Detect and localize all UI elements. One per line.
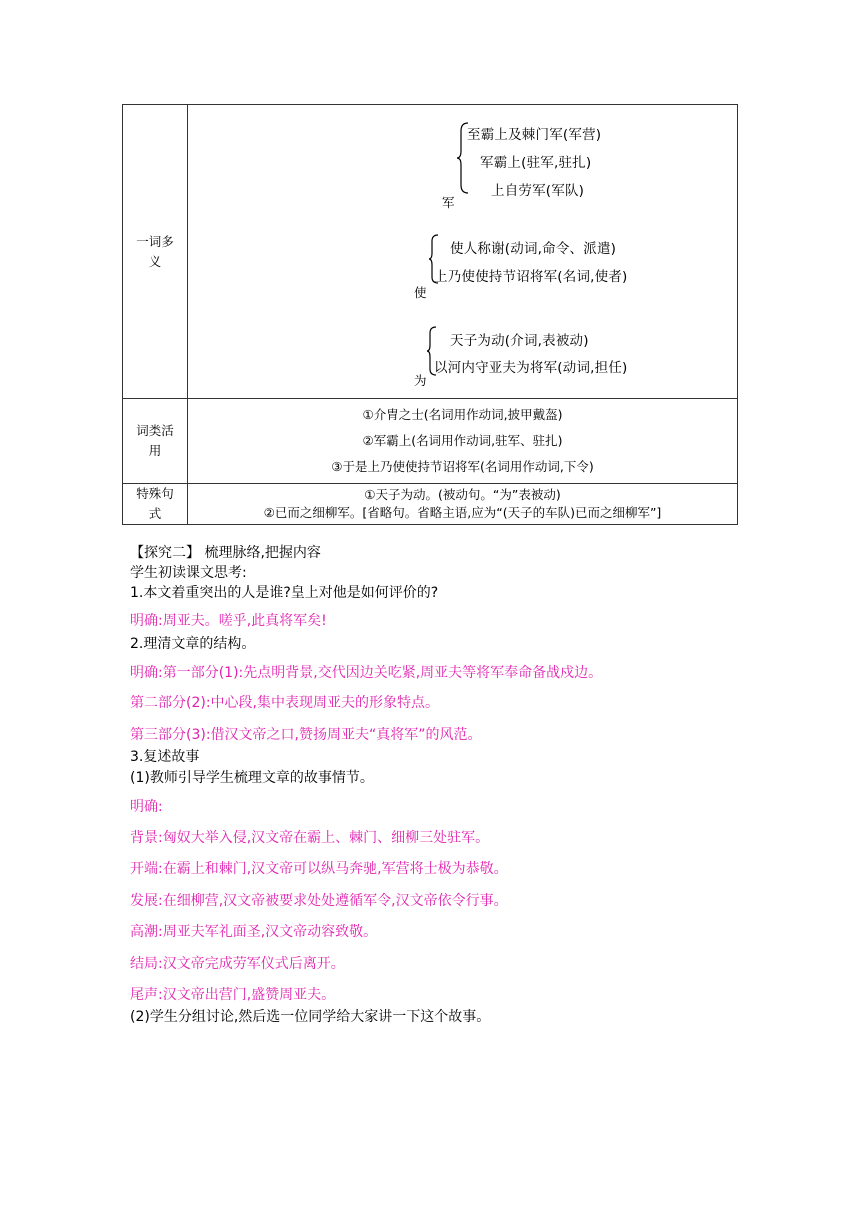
- group-head: 为: [414, 373, 427, 388]
- polysemy-item: 至霸上及棘门军(军营): [467, 127, 602, 143]
- special-sentence-row: [123, 484, 738, 525]
- plot-ending: 结局:汉文帝完成劳军仪式后离开。: [130, 956, 345, 972]
- polysemy-row: [123, 105, 738, 399]
- special-sentence-content-cell: [188, 484, 738, 525]
- question-2: 2.理清文章的结构。: [130, 636, 256, 652]
- word-class-item: ①介胄之士(名词用作动词,披甲戴盔): [362, 407, 563, 422]
- word-class-row: [123, 399, 738, 484]
- polysemy-item: 上自劳军(军队): [491, 183, 585, 199]
- special-sentence-item: ①天子为动。(被动句。“为”表被动): [364, 487, 561, 502]
- polysemy-label-line1: 一词多: [136, 233, 174, 249]
- word-class-label-cell: [123, 399, 188, 484]
- plot-development: 发展:在细柳营,汉文帝被要求处处遵循军令,汉文帝依令行事。: [130, 893, 508, 909]
- word-class-item: ③于是上乃使使持节诏将军(名词用作动词,下令): [331, 459, 594, 474]
- special-sentence-label-cell: [123, 484, 188, 525]
- question-3-sub2: (2)学生分组讨论,然后选一位同学给大家讲一下这个故事。: [130, 1009, 491, 1025]
- word-class-item: ②军霸上(名词用作动词,驻军、驻扎): [362, 433, 563, 448]
- polysemy-content-cell: [188, 105, 738, 399]
- polysemy-item: 使人称谢(动词,命令、派遣): [450, 241, 617, 257]
- intro-text: 学生初读课文思考:: [130, 565, 247, 581]
- section-heading: 【探究二】 梳理脉络,把握内容: [130, 545, 321, 561]
- answer-3-label: 明确:: [130, 799, 163, 815]
- word-class-content-cell: [188, 399, 738, 484]
- plot-climax: 高潮:周亚夫军礼面圣,汉文帝动容致敬。: [130, 924, 378, 940]
- plot-background: 背景:匈奴大举入侵,汉文帝在霸上、棘门、细柳三处驻军。: [130, 830, 490, 846]
- special-sentence-label-line2: 式: [148, 506, 162, 521]
- plot-opening: 开端:在霸上和棘门,汉文帝可以纵马奔驰,军营将士极为恭敬。: [130, 861, 508, 877]
- word-class-label-line2: 用: [148, 443, 162, 458]
- answer-2-part1: 明确:第一部分(1):先点明背景,交代因边关吃紧,周亚夫等将军奉命备战戍边。: [130, 665, 603, 681]
- group-head: 军: [442, 195, 455, 210]
- special-sentence-label-line1: 特殊句: [136, 486, 174, 501]
- plot-epilogue: 尾声:汉文帝出营门,盛赞周亚夫。: [130, 987, 336, 1003]
- summary-table: [122, 104, 738, 525]
- answer-2-part3: 第三部分(3):借汉文帝之口,赞扬周亚夫“真将军”的风范。: [130, 727, 482, 743]
- word-class-label-line1: 词类活: [136, 423, 174, 438]
- question-3: 3.复述故事: [130, 749, 200, 765]
- polysemy-item: 军霸上(驻军,驻扎): [480, 155, 592, 171]
- group-head: 使: [414, 285, 427, 300]
- answer-2-part2: 第二部分(2):中心段,集中表现周亚夫的形象特点。: [130, 695, 439, 711]
- polysemy-item: 上乃使使持节诏将军(名词,使者): [434, 269, 628, 285]
- answer-1: 明确:周亚夫。嗟乎,此真将军矣!: [130, 613, 327, 629]
- polysemy-item: 天子为动(介词,表被动): [450, 333, 589, 349]
- polysemy-item: 以河内守亚夫为将军(动词,担任): [434, 360, 628, 376]
- special-sentence-item: ②已而之细柳军。[省略句。省略主语,应为“(天子的车队)已而之细柳军”]: [263, 505, 662, 520]
- question-3-sub1: (1)教师引导学生梳理文章的故事情节。: [130, 770, 374, 786]
- question-1: 1.本文着重突出的人是谁?皇上对他是如何评价的?: [130, 585, 439, 601]
- polysemy-label-cell: [123, 105, 188, 399]
- polysemy-label-line2: 义: [148, 253, 162, 269]
